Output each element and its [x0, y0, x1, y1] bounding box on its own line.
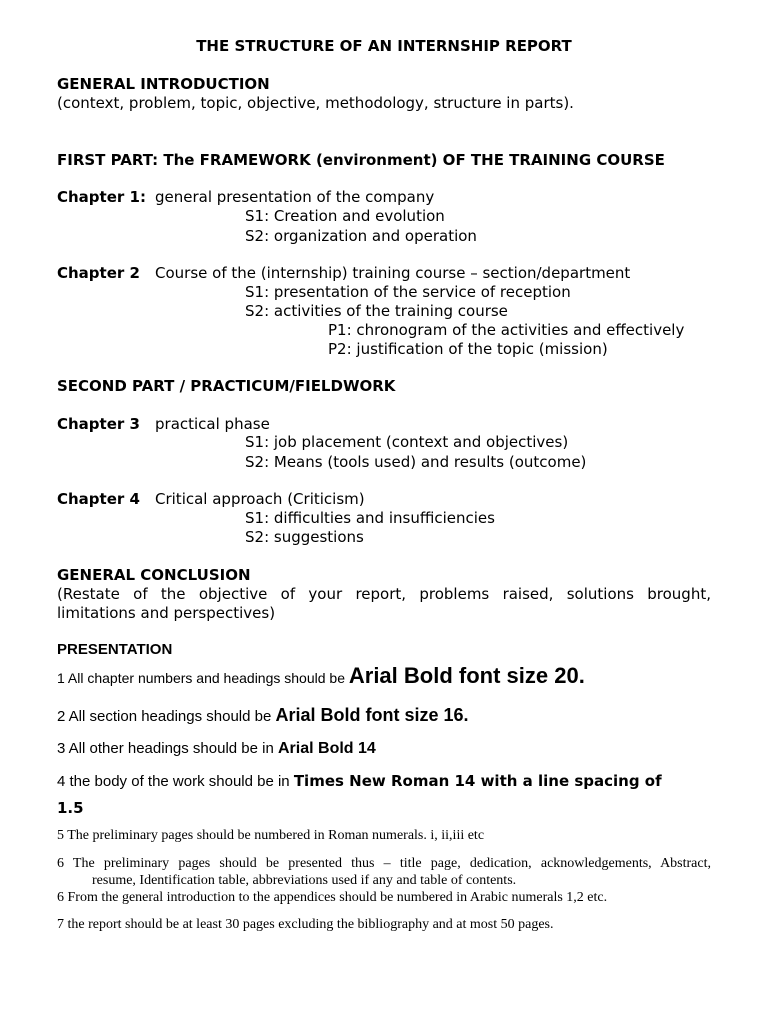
item4-text: 4 the body of the work should be in	[57, 773, 294, 790]
presentation-item-4	[57, 769, 662, 794]
conclusion-heading: GENERAL CONCLUSION	[57, 566, 251, 584]
item2-bold: Arial Bold font size 16.	[275, 705, 469, 725]
chapter1-s1: S1: Creation and evolution	[245, 207, 445, 225]
presentation-item-6b: 6 From the general introduction to the appendices should be numbered in Arabic numerals 1,2 etc.	[57, 890, 608, 905]
presentation-item-3	[57, 737, 376, 761]
presentation-item-4-cont: 1.5	[57, 799, 84, 817]
chapter3-label: Chapter 3	[57, 415, 140, 433]
chapter4-label: Chapter 4	[57, 490, 140, 508]
chapter1-desc: general presentation of the company	[155, 188, 435, 206]
chapter1-label: Chapter 1:	[57, 188, 146, 206]
chapter4-desc: Critical approach (Criticism)	[155, 490, 365, 508]
presentation-item-1	[57, 660, 585, 692]
chapter2-p1: P1: chronogram of the activities and effectively	[328, 321, 685, 339]
chapter3-desc: practical phase	[155, 415, 270, 433]
conclusion-line1: (Restate of the objective of your report, problems raised, solutions brought,	[57, 585, 711, 603]
presentation-item-6-line1: 6 The preliminary pages should be presented thus – title page, dedication, acknowledgements, Abstract,	[57, 856, 711, 871]
part1-heading: FIRST PART: The FRAMEWORK (environment) OF THE TRAINING COURSE	[57, 151, 665, 169]
item3-bold: Arial Bold 14	[278, 740, 376, 757]
item1-bold: Arial Bold font size 20.	[348, 663, 585, 688]
chapter2-s1: S1: presentation of the service of reception	[245, 283, 571, 301]
chapter3-s2: S2: Means (tools used) and results (outcome)	[245, 453, 587, 471]
item4-bold: Times New Roman 14 with a line spacing of	[293, 772, 662, 790]
chapter1-s2: S2: organization and operation	[245, 227, 477, 245]
conclusion-line2: limitations and perspectives)	[57, 604, 276, 622]
chapter4-s2: S2: suggestions	[245, 528, 364, 546]
item1-text: 1 All chapter numbers and headings should be	[57, 670, 349, 686]
presentation-item-2	[57, 702, 469, 730]
presentation-heading: PRESENTATION	[57, 641, 173, 658]
intro-text: (context, problem, topic, objective, methodology, structure in parts).	[57, 94, 574, 112]
intro-heading: GENERAL INTRODUCTION	[57, 75, 270, 93]
part2-heading: SECOND PART / PRACTICUM/FIELDWORK	[57, 377, 396, 395]
chapter2-p2: P2: justification of the topic (mission)	[328, 340, 608, 358]
item3-text: 3 All other headings should be in	[57, 740, 278, 757]
chapter2-label: Chapter 2	[57, 264, 140, 282]
presentation-item-5: 5 The preliminary pages should be numbered in Roman numerals. i, ii,iii etc	[57, 828, 485, 843]
page-title: THE STRUCTURE OF AN INTERNSHIP REPORT	[196, 37, 572, 55]
item2-text: 2 All section headings should be	[57, 708, 276, 725]
presentation-item-6-line2: resume, Identification table, abbreviations used if any and table of contents.	[92, 873, 517, 888]
chapter3-s1: S1: job placement (context and objectives)	[245, 433, 569, 451]
chapter4-s1: S1: difficulties and insufficiencies	[245, 509, 495, 527]
chapter2-s2: S2: activities of the training course	[245, 302, 508, 320]
presentation-item-7: 7 the report should be at least 30 pages excluding the bibliography and at most 50 pages.	[57, 917, 554, 932]
chapter2-desc: Course of the (internship) training course – section/department	[155, 264, 631, 282]
